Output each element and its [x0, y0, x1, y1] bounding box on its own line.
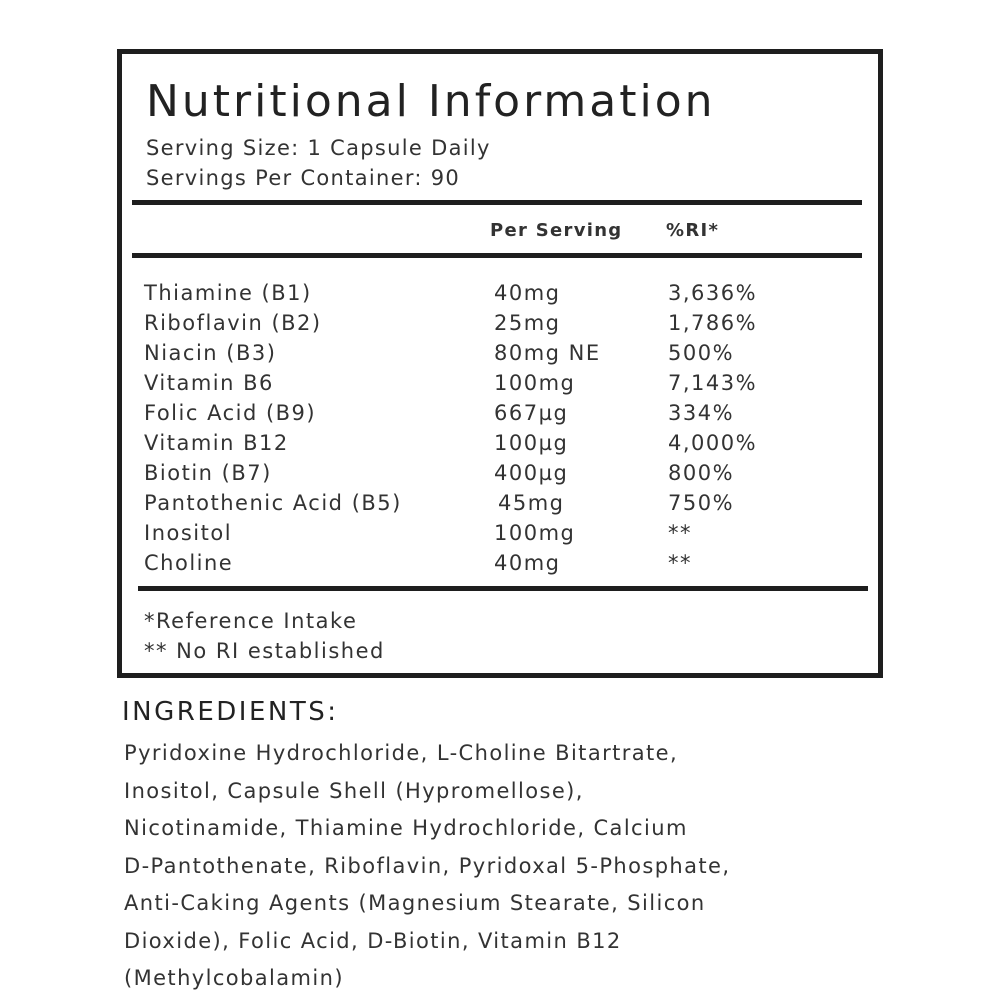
footnote-no-ri: ** No RI established [144, 639, 385, 663]
nutrient-ri: ** [668, 551, 692, 575]
nutrient-name: Biotin (B7) [144, 461, 272, 485]
nutrient-name: Folic Acid (B9) [144, 401, 317, 425]
nutrient-ri: 800% [668, 461, 735, 485]
nutrient-amount: 40mg [494, 551, 561, 575]
nutrient-ri: 500% [668, 341, 735, 365]
divider-top [132, 200, 862, 205]
nutrient-amount: 45mg [498, 491, 565, 515]
nutrient-name: Inositol [144, 521, 233, 545]
nutrient-amount: 100mg [494, 371, 576, 395]
column-header-per-serving: Per Serving [490, 220, 623, 241]
nutrient-ri: 7,143% [668, 371, 758, 395]
nutrient-name: Riboflavin (B2) [144, 311, 322, 335]
ingredients-line: (Methylcobalamin) [124, 966, 344, 990]
serving-info [146, 133, 491, 193]
column-header-ri: %RI* [666, 220, 720, 241]
serving-size: Serving Size: 1 Capsule Daily [146, 136, 491, 160]
nutrient-amount: 40mg [494, 281, 561, 305]
nutrient-name: Vitamin B6 [144, 371, 274, 395]
ingredients-line: Dioxide), Folic Acid, D-Biotin, Vitamin B12 [124, 928, 622, 953]
ingredients-line: D-Pantothenate, Riboflavin, Pyridoxal 5-Phosphate, [124, 853, 731, 878]
nutrient-amount: 400µg [494, 461, 569, 485]
servings-per-container: Servings Per Container: 90 [146, 166, 461, 190]
nutrient-name: Niacin (B3) [144, 341, 277, 365]
panel-title: Nutritional Information [146, 76, 716, 127]
ingredients-list [124, 735, 904, 998]
ingredients-heading: INGREDIENTS: [122, 697, 339, 727]
nutrient-ri: 750% [668, 491, 735, 515]
nutrition-panel [117, 49, 883, 678]
nutrient-amount: 100mg [494, 521, 576, 545]
nutrient-ri: 4,000% [668, 431, 758, 455]
nutrient-amount: 25mg [494, 311, 561, 335]
nutrient-name: Pantothenic Acid (B5) [144, 491, 402, 515]
ingredients-line: Nicotinamide, Thiamine Hydrochloride, Calcium [124, 816, 688, 840]
footnotes [144, 606, 385, 666]
divider-header [132, 253, 862, 258]
nutrient-ri: 334% [668, 401, 735, 425]
nutrient-amount: 80mg NE [494, 341, 601, 365]
ingredients-line: Anti-Caking Agents (Magnesium Stearate, Silicon [124, 891, 706, 915]
nutrient-ri: ** [668, 521, 692, 545]
nutrient-name: Choline [144, 551, 234, 575]
ingredients-line: Inositol, Capsule Shell (Hypromellose), [124, 778, 584, 803]
nutrient-ri: 1,786% [668, 311, 758, 335]
nutrient-name: Vitamin B12 [144, 431, 289, 455]
nutrient-ri: 3,636% [668, 281, 758, 305]
nutrient-amount: 667µg [494, 401, 569, 425]
divider-bottom [138, 586, 868, 591]
nutrient-amount: 100µg [494, 431, 569, 455]
nutrient-name: Thiamine (B1) [144, 281, 312, 305]
footnote-reference-intake: *Reference Intake [144, 609, 358, 633]
ingredients-line: Pyridoxine Hydrochloride, L-Choline Bitartrate, [124, 741, 679, 765]
